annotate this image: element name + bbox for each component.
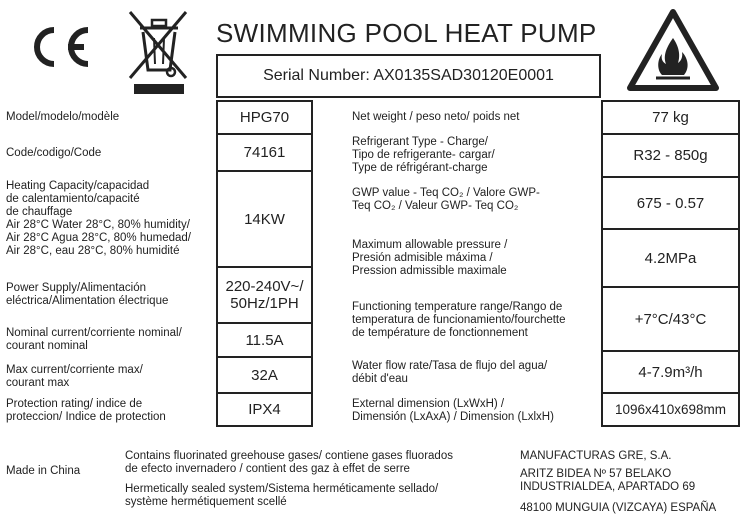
flammable-warning-icon	[626, 8, 720, 97]
max-current-label: Max current/corriente max/ courant max	[6, 364, 143, 389]
max-pressure-value: 4.2MPa	[601, 228, 740, 288]
code-label: Code/codigo/Code	[6, 147, 102, 159]
nominal-current-label: Nominal current/corriente nominal/ courant nominal	[6, 327, 182, 352]
serial-number: Serial Number: AX0135SAD30120E0001	[216, 54, 601, 98]
nominal-current-value: 11.5A	[216, 322, 313, 358]
max-pressure-label: Maximum allowable pressure / Presión admisible máxima / Pression admissible maximale	[352, 239, 508, 277]
gwp-label: GWP value - Teq CO₂ / Valore GWP- Teq CO₂ / Valeur GWP- Teq CO₂	[352, 187, 540, 212]
heating-capacity-label: Heating Capacity/capacidad de calentamiento/capacité de chauffage Air 28°C Water 28°C, 80% humidity/ Air 28°C Agua 28°C, 80% humedad/ Air 28°C, eau 28°C, 80% humidité	[6, 180, 192, 257]
made-in: Made in China	[6, 465, 81, 477]
manufacturer-address: ARITZ BIDEA Nº 57 BELAKO INDUSTRIALDEA, APARTADO 69	[520, 468, 696, 493]
power-supply-label: Power Supply/Alimentación eléctrica/Alimentation électrique	[6, 282, 169, 307]
external-dimension-label: External dimension (LxWxH) / Dimensión (LxAxA) / Dimension (LxlxH)	[352, 398, 554, 423]
heating-capacity-value: 14KW	[216, 170, 313, 268]
net-weight-label: Net weight / peso neto/ poids net	[352, 111, 520, 123]
net-weight-value: 77 kg	[601, 100, 740, 135]
water-flow-label: Water flow rate/Tasa de flujo del agua/ débit d'eau	[352, 360, 548, 385]
model-value: HPG70	[216, 100, 313, 135]
external-dimension-value: 1096x410x698mm	[601, 392, 740, 427]
max-current-value: 32A	[216, 356, 313, 394]
sealed-note: Hermetically sealed system/Sistema herméticamente sellado/ système hermétiquement scellé	[125, 483, 439, 508]
protection-rating-value: IPX4	[216, 392, 313, 427]
manufacturer-city: 48100 MUNGUIA (VIZCAYA) ESPAÑA	[520, 502, 717, 514]
manufacturer-name: MANUFACTURAS GRE, S.A.	[520, 450, 672, 462]
gwp-value: 675 - 0.57	[601, 176, 740, 230]
temperature-range-value: +7°C/43°C	[601, 286, 740, 352]
model-label: Model/modelo/modèle	[6, 111, 120, 123]
temperature-range-label: Functioning temperature range/Rango de temperatura de funcionamiento/fourchette de température de fonctionnement	[352, 301, 566, 339]
water-flow-value: 4-7.9m³/h	[601, 350, 740, 394]
gas-note: Contains fluorinated greehouse gases/ contiene gases fluorados de efecto invernadero / contient des gaz à effet de serre	[125, 450, 453, 475]
code-value: 74161	[216, 133, 313, 172]
ce-mark	[24, 24, 94, 75]
power-supply-value: 220-240V~/ 50Hz/1PH	[216, 266, 313, 324]
protection-rating-label: Protection rating/ indice de proteccion/ Indice de protection	[6, 398, 166, 423]
refrigerant-value: R32 - 850g	[601, 133, 740, 178]
crossed-out-bin-icon	[124, 6, 192, 103]
page-title: SWIMMING POOL HEAT PUMP	[216, 18, 597, 48]
refrigerant-label: Refrigerant Type - Charge/ Tipo de refrigerante- cargar/ Type de réfrigérant-charge	[352, 136, 495, 174]
